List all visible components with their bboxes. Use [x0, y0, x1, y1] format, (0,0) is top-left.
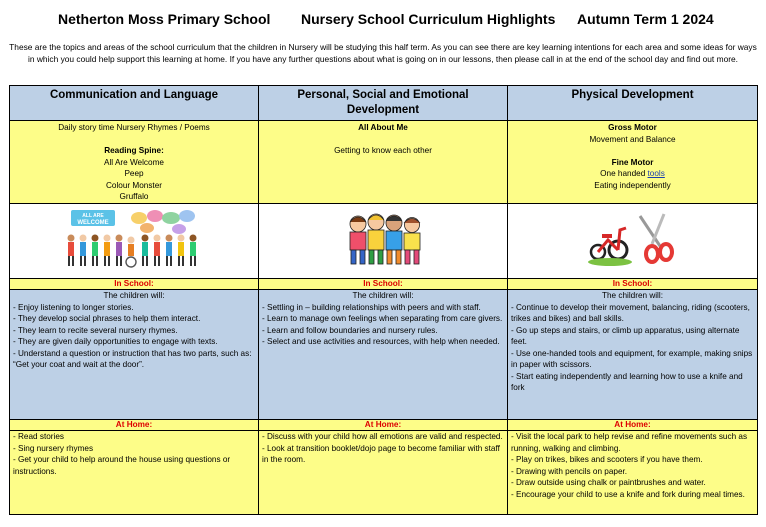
list-item: - Get your child to help around the house using questions or instructions.	[13, 455, 231, 476]
topic-communication	[10, 121, 259, 204]
story-time-line: Daily story time Nursery Rhymes / Poems	[58, 123, 210, 132]
heading-row	[10, 86, 758, 121]
svg-text:WELCOME: WELCOME	[77, 220, 109, 227]
trike-scissors-image	[508, 204, 758, 279]
tricycle-and-scissors-illustration	[588, 210, 678, 268]
welcome-image	[10, 204, 259, 279]
spine-book: Colour Monster	[106, 180, 162, 190]
fine-motor-title: Fine Motor	[611, 157, 654, 167]
list-item: - Encourage your child to use a knife and fork during meal times.	[511, 489, 745, 499]
gross-motor-sub: Movement and Balance	[589, 134, 676, 144]
topic-row	[10, 121, 758, 204]
heading-communication: Communication and Language	[10, 86, 259, 121]
fine-motor-sub: Eating independently	[594, 180, 671, 190]
heading-physical: Physical Development	[508, 86, 758, 121]
children-group-illustration	[338, 208, 428, 270]
friends-image	[259, 204, 508, 279]
in-school-label: In School:	[259, 279, 508, 290]
at-home-row	[10, 431, 758, 515]
list-item: - Draw outside using chalk or paintbrushes and water.	[511, 478, 706, 487]
list-item: - They are given daily opportunities to engage with texts.	[13, 337, 218, 346]
in-school-row	[10, 290, 758, 420]
list-item: - Learn and follow boundaries and nursery rules.	[262, 325, 438, 335]
list-item: - Drawing with pencils on paper.	[511, 466, 628, 476]
list-item: - Use one-handed tools and equipment, for example, making snips in paper with scissors.	[511, 348, 753, 369]
tools-link[interactable]: tools	[647, 169, 665, 178]
at-home-label: At Home:	[259, 420, 508, 431]
list-item: - They develop social phrases to help them interact.	[13, 314, 201, 323]
spine-book: Peep	[124, 169, 144, 178]
at-home-pse	[259, 431, 508, 515]
at-home-communication	[10, 431, 259, 515]
children-will-heading: The children will:	[352, 291, 414, 300]
page-header	[0, 11, 766, 31]
children-will-heading: The children will:	[602, 291, 663, 300]
list-item: - Play on trikes, bikes and scooters if you have them.	[511, 455, 703, 464]
heading-pse: Personal, Social and Emotional Development	[259, 86, 508, 121]
list-item: - Learn to manage own feelings when separating from care givers.	[262, 314, 503, 323]
in-school-pse	[259, 290, 508, 420]
spine-book: All Are Welcome	[104, 157, 164, 167]
at-home-physical	[508, 431, 758, 515]
school-name: Netherton Moss Primary School	[58, 11, 271, 27]
in-school-label-row	[10, 279, 758, 290]
in-school-label: In School:	[508, 279, 758, 290]
tricycle-icon	[588, 228, 632, 266]
list-item: - Read stories	[13, 432, 64, 441]
list-item: - Visit the local park to help revise and refine movements such as running, walking and climbing.	[511, 432, 748, 453]
all-are-welcome-illustration	[59, 206, 209, 272]
list-item: - Discuss with your child how all emotions are valid and respected.	[262, 432, 503, 441]
list-item: - Sing nursery rhymes	[13, 443, 94, 453]
in-school-label: In School:	[10, 279, 259, 290]
term-label: Autumn Term 1 2024	[577, 11, 714, 27]
list-item: - Start eating independently and learning how to use a knife and fork	[511, 371, 743, 392]
at-home-label: At Home:	[10, 420, 259, 431]
gross-motor-title: Gross Motor	[608, 123, 657, 132]
document-title: Nursery School Curriculum Highlights	[301, 11, 556, 27]
reading-spine-title: Reading Spine:	[104, 146, 164, 155]
fine-motor-line: One handed tools	[600, 169, 665, 178]
list-item: - Select and use activities and resources, with help when needed.	[262, 337, 500, 346]
spine-book: Gruffalo	[119, 192, 149, 201]
list-item: - Understand a question or instruction that has two parts, such as: “Get your coat and wait at the door”.	[13, 348, 252, 369]
list-item: - Continue to develop their movement, balancing, riding (scooters, trikes and bikes) and ball skills.	[511, 302, 750, 323]
image-row	[10, 204, 758, 279]
topic-physical	[508, 121, 758, 204]
list-item: - They learn to recite several nursery rhymes.	[13, 325, 178, 335]
children-will-heading: The children will:	[103, 291, 165, 300]
list-item: - Look at transition booklet/dojo page to become familiar with staff in the room.	[262, 443, 500, 464]
list-item: - Enjoy listening to longer stories.	[13, 302, 134, 312]
topic-title: All About Me	[358, 123, 408, 132]
in-school-communication	[10, 290, 259, 420]
curriculum-table	[9, 85, 758, 515]
welcome-sign-text: ALL ARE	[82, 213, 104, 220]
topic-subtitle: Getting to know each other	[334, 146, 432, 155]
at-home-label: At Home:	[508, 420, 758, 431]
in-school-physical	[508, 290, 758, 420]
intro-paragraph: These are the topics and areas of the school curriculum that the children in Nursery will be studying this half term. As you can see there are key learning intentions for each area and some ideas for ways in which you could help support this learning at home. If you have any further questions about what is going on in our lessons, then please call in at the end of the school day and find out more.	[9, 42, 757, 64]
list-item: - Settling in – building relationships with peers and with staff.	[262, 302, 481, 312]
list-item: - Go up steps and stairs, or climb up apparatus, using alternate feet.	[511, 325, 740, 346]
scissors-icon	[640, 214, 672, 262]
at-home-label-row	[10, 420, 758, 431]
topic-pse	[259, 121, 508, 204]
